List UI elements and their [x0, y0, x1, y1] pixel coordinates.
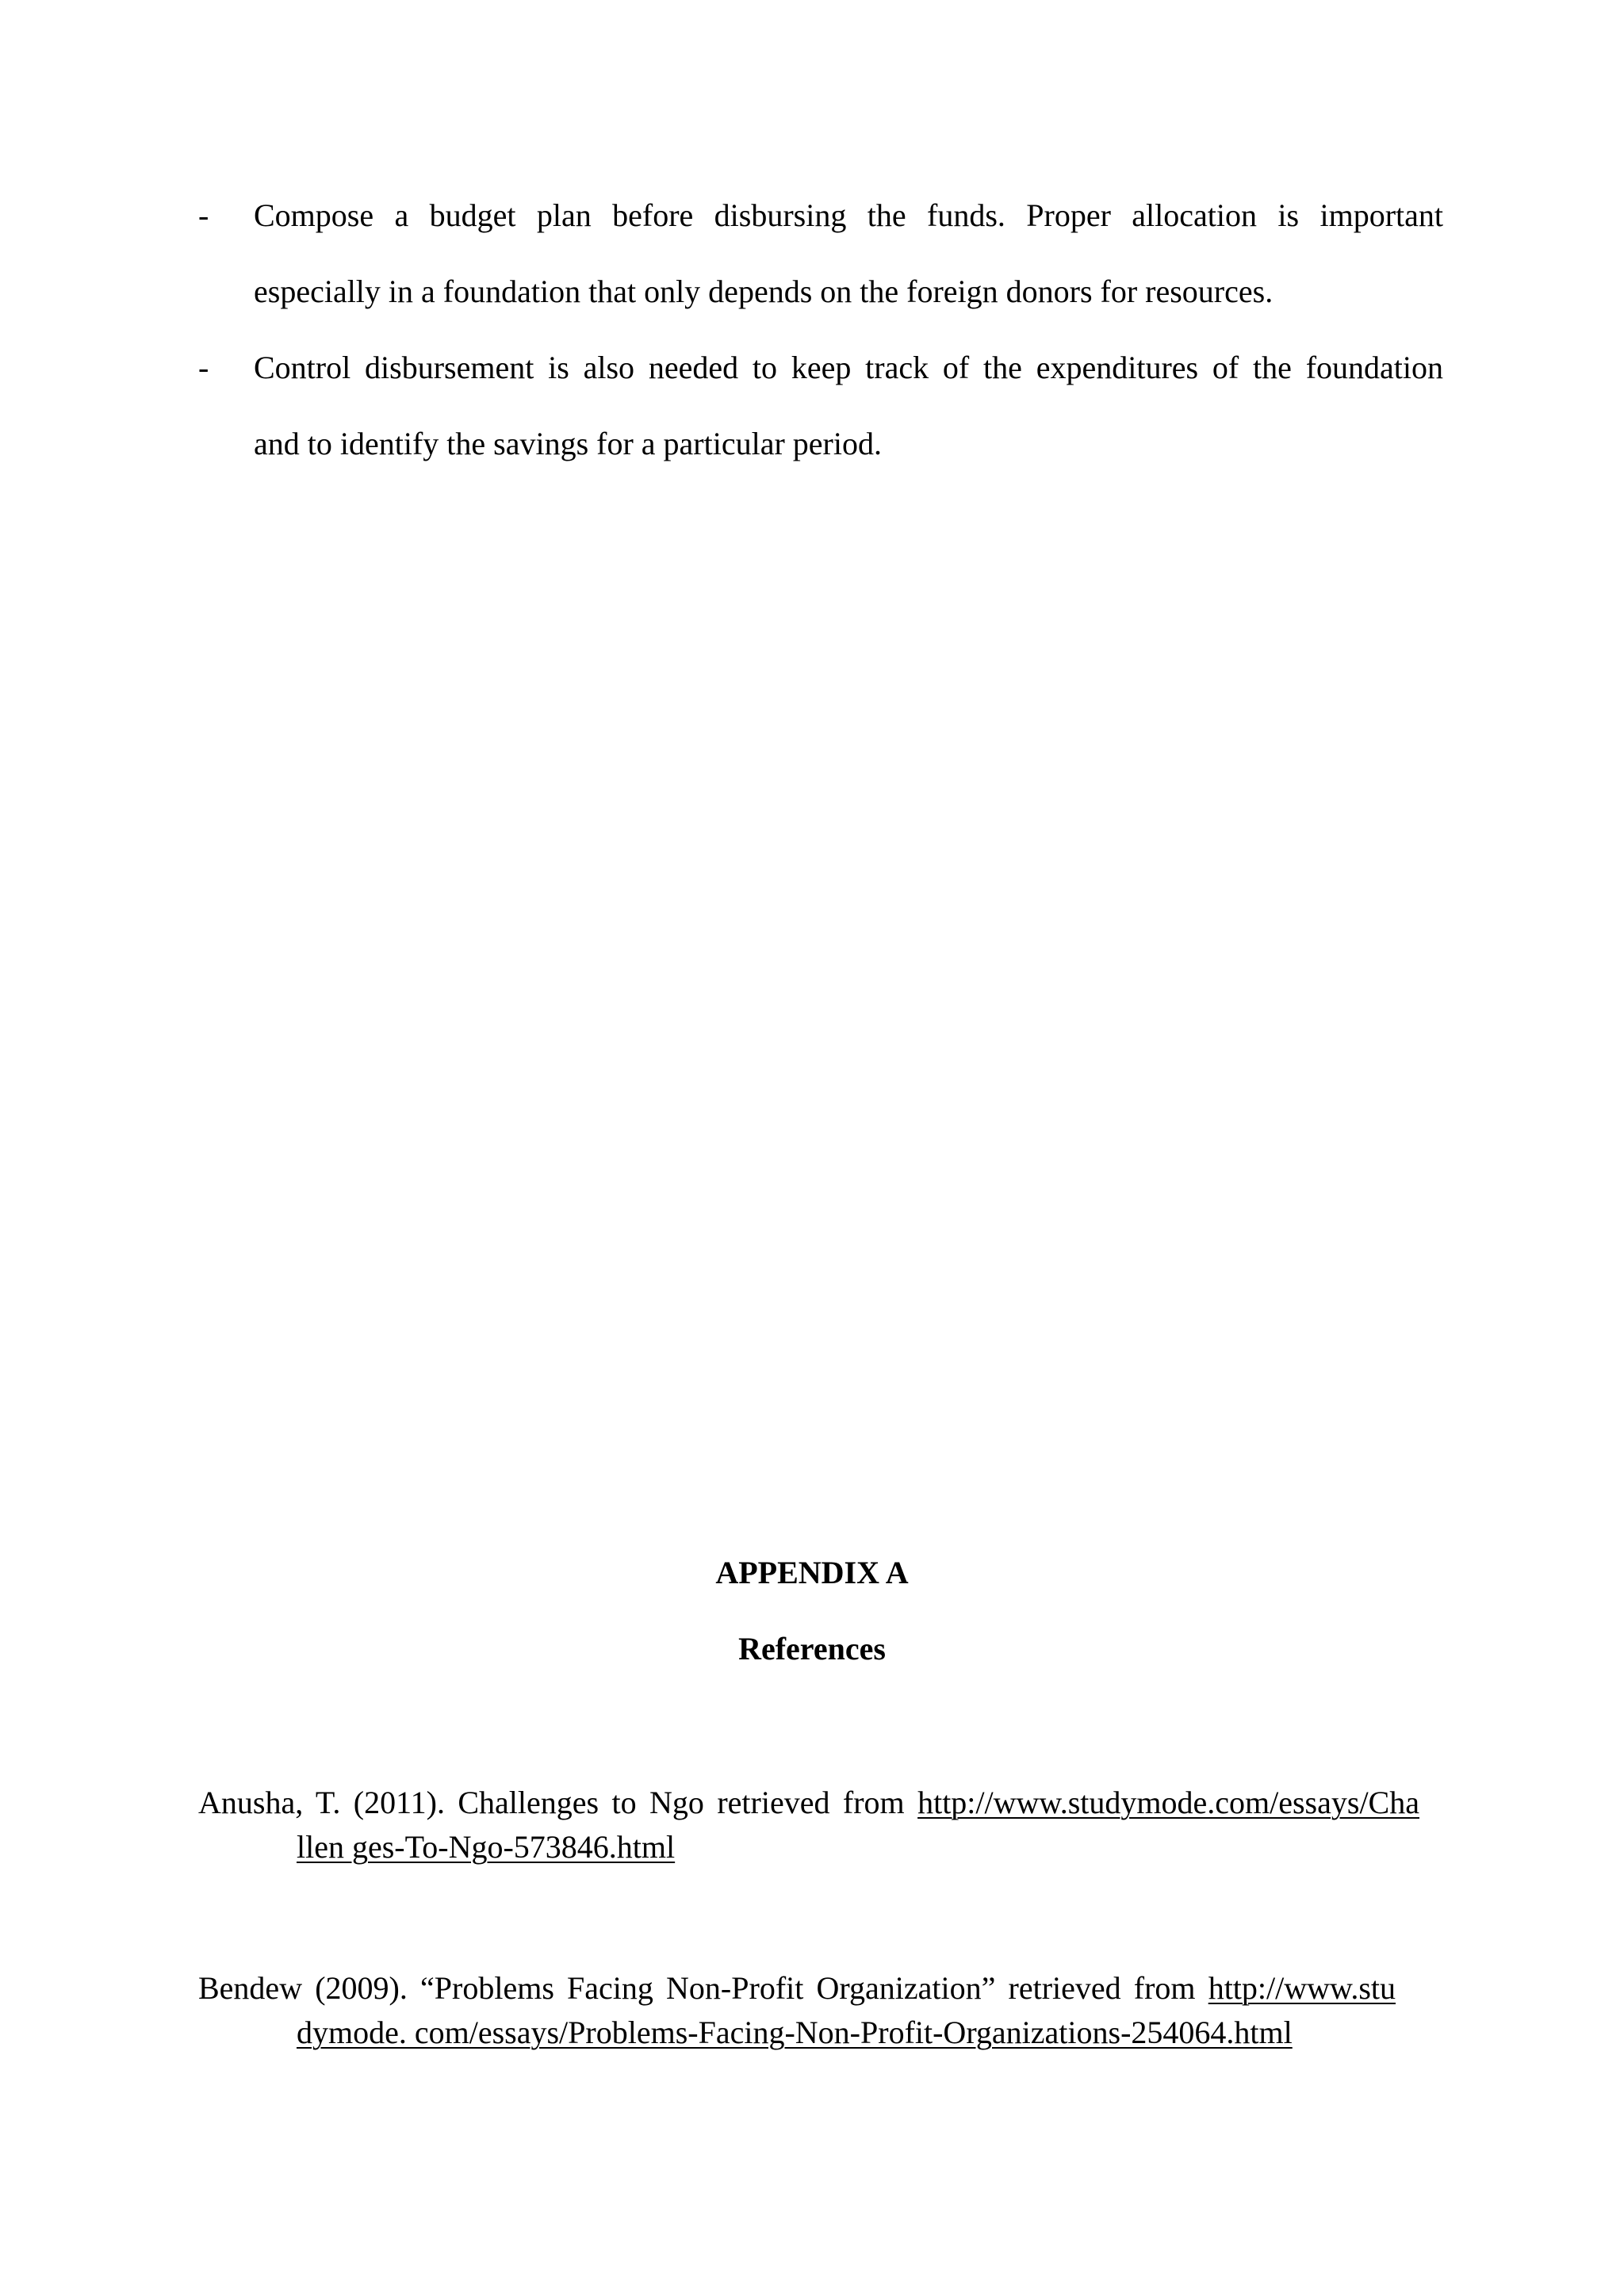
reference-line — [198, 1969, 1396, 2007]
bullet-line: and to identify the savings for a particular period. — [254, 426, 882, 461]
reference-link-continued[interactable]: dymode. com/essays/Problems-Facing-Non-Profit-Organizations-254064.html — [297, 2015, 1293, 2050]
bullet-dash: - — [198, 197, 209, 233]
bullet-dash: - — [198, 350, 209, 385]
reference-text: Anusha, T. (2011). Challenges to Ngo retrieved from — [198, 1785, 918, 1820]
references-heading: References — [738, 1631, 886, 1667]
bullet-line: Compose a budget plan before disbursing the funds. Proper allocation is important — [254, 197, 1443, 233]
reference-link-continued[interactable]: llen ges-To-Ngo-573846.html — [297, 1829, 676, 1865]
reference-line-continued — [297, 2014, 1293, 2051]
reference-text: Bendew (2009). “Problems Facing Non-Profit Organization” retrieved from — [198, 1970, 1208, 2006]
reference-link[interactable]: http://www.stu — [1208, 1970, 1396, 2006]
reference-link[interactable]: http://www.studymode.com/essays/Cha — [917, 1785, 1419, 1820]
reference-line — [198, 1784, 1419, 1821]
appendix-title: APPENDIX A — [715, 1555, 909, 1590]
bullet-line: Control disbursement is also needed to keep track of the expenditures of the foundation — [254, 350, 1443, 385]
bullet-line: especially in a foundation that only depends on the foreign donors for resources. — [254, 274, 1274, 309]
reference-line-continued — [297, 1828, 675, 1866]
